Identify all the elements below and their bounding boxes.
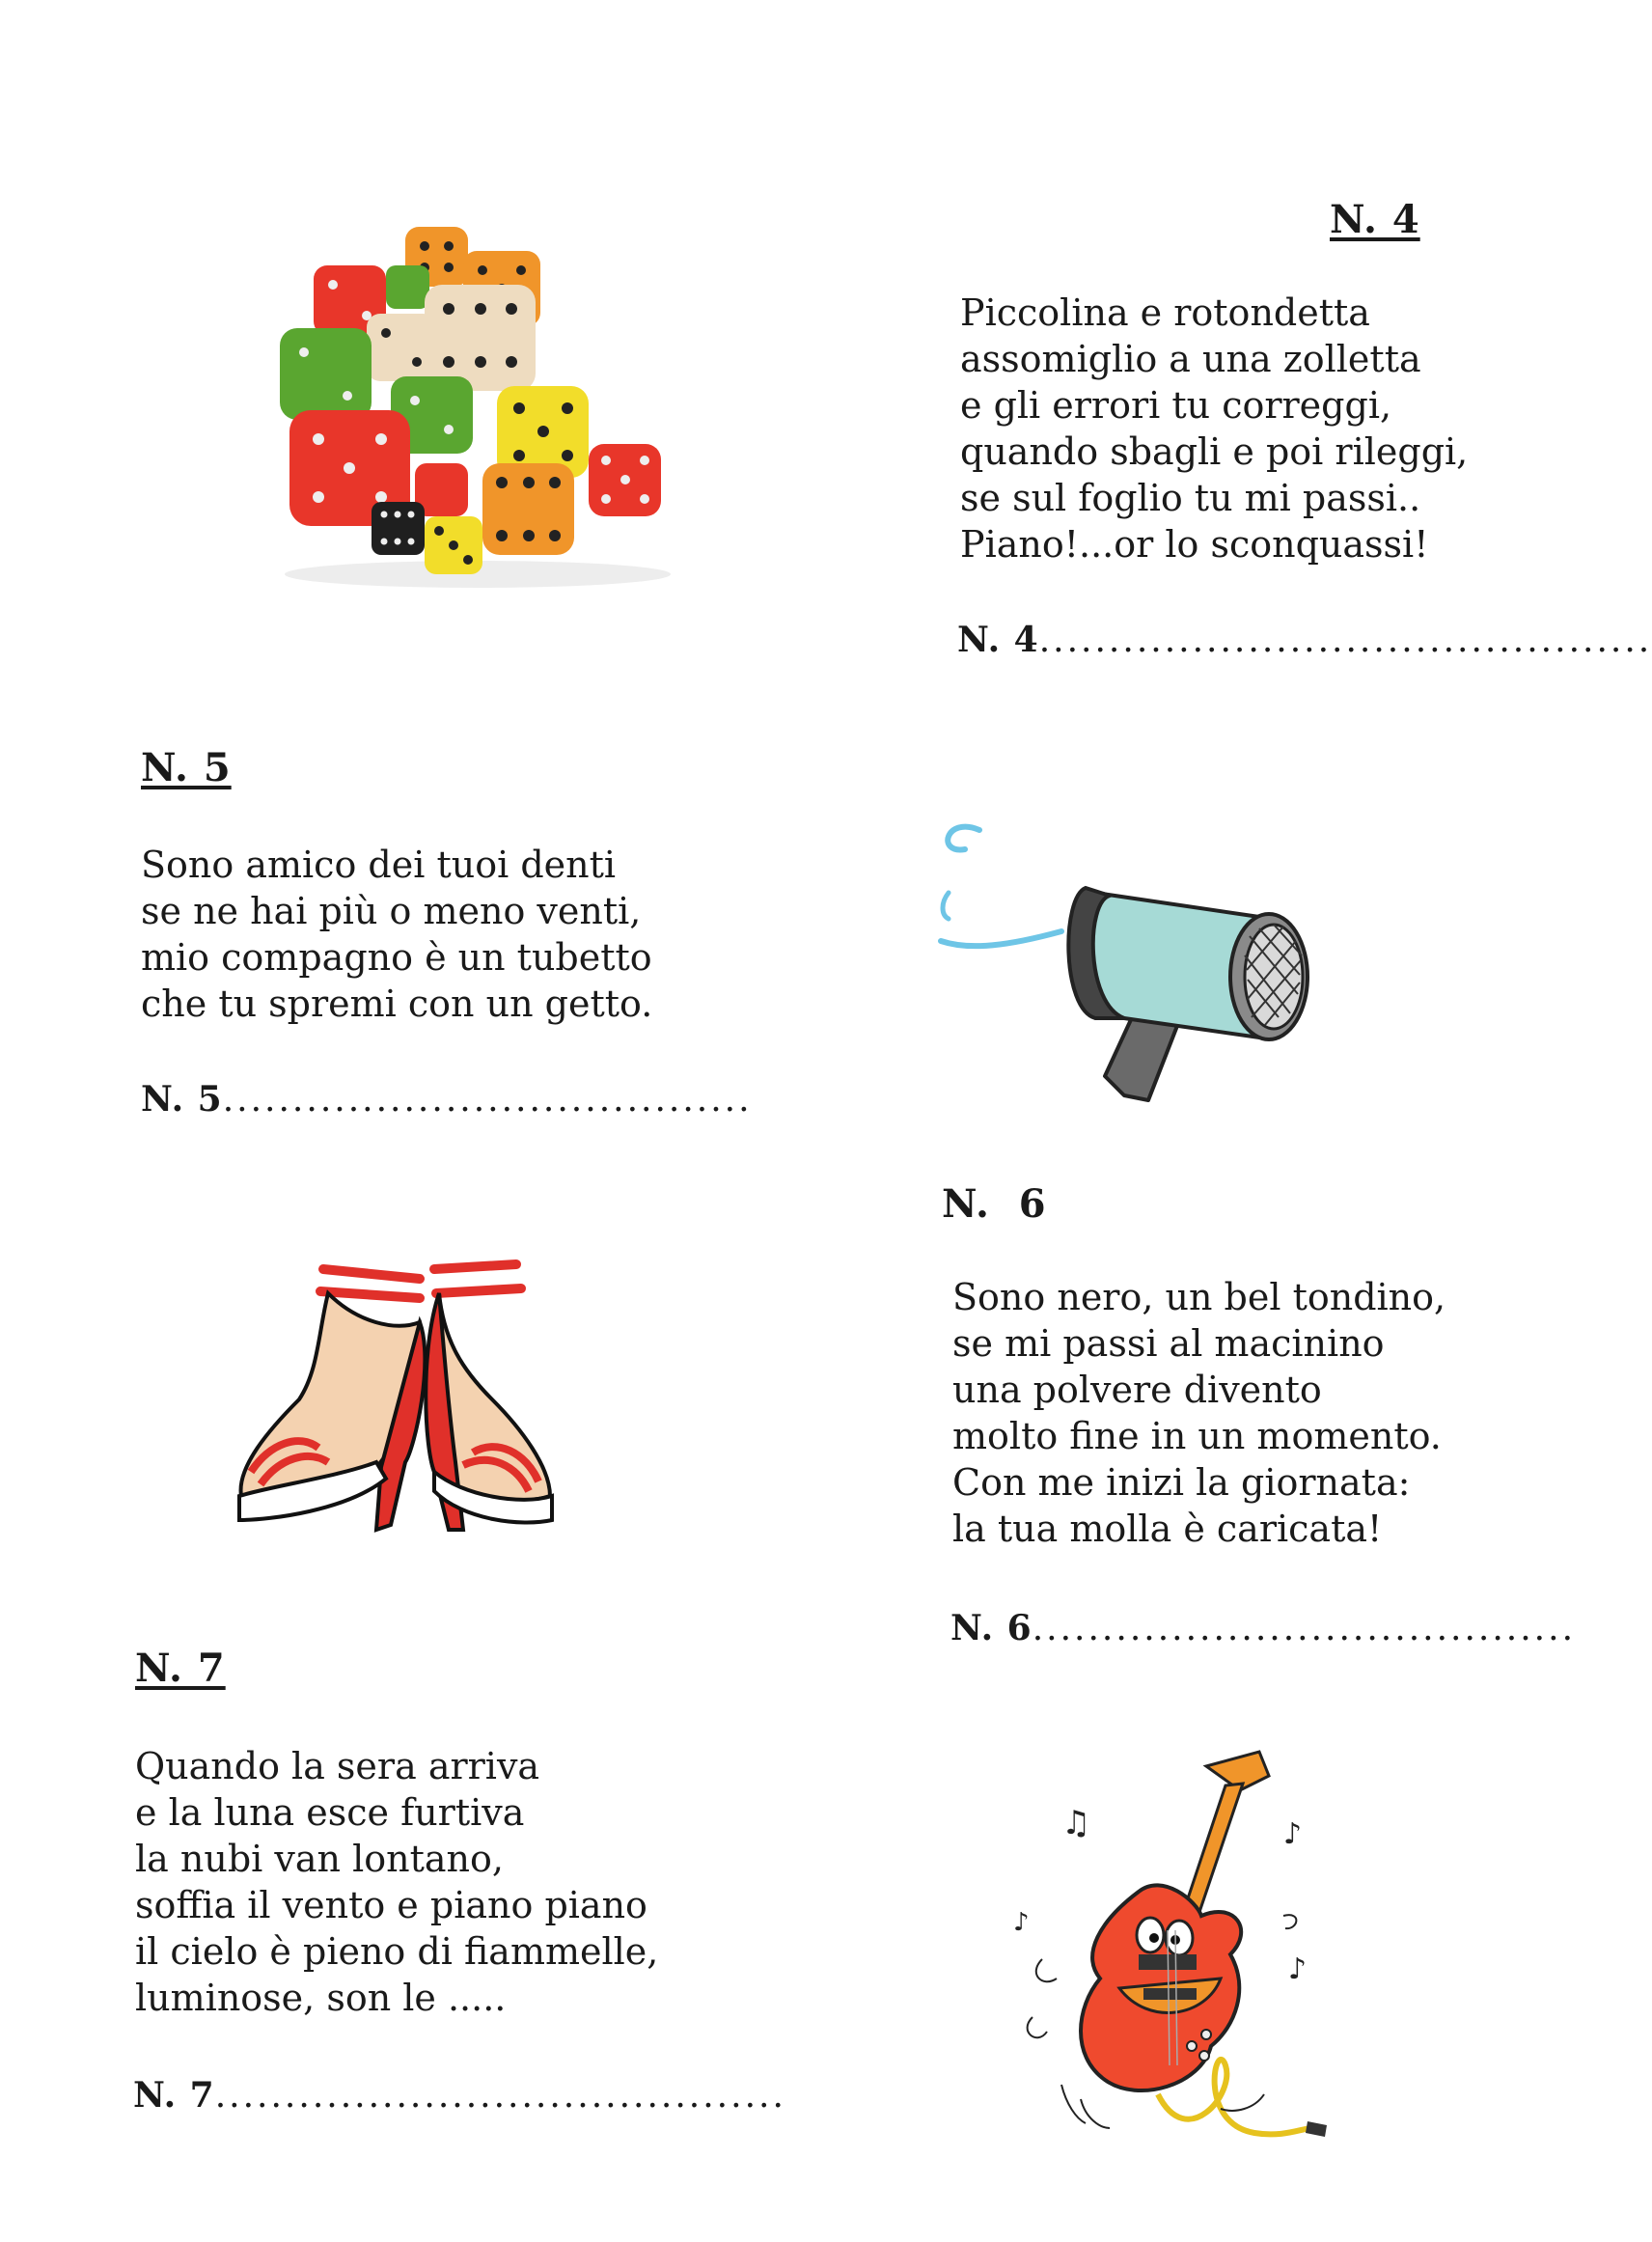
- riddle-line: luminose, son le .....: [135, 1977, 507, 2019]
- riddle-line: e la luna esce furtiva: [135, 1791, 525, 1834]
- riddle-4-heading: N. 4: [1330, 197, 1420, 242]
- riddle-line: Quando la sera arriva: [135, 1745, 540, 1787]
- answer-label: N. 4: [957, 620, 1039, 660]
- riddle-line: assomiglio a una zolletta: [960, 338, 1421, 380]
- riddle-line: soffia il vento e piano piano: [135, 1884, 647, 1926]
- cartoon-guitar-illustration: [1004, 1747, 1351, 2172]
- riddle-5-text: [141, 842, 652, 1027]
- riddle-line: Piano!...or lo sconquassi!: [960, 523, 1429, 566]
- riddle-line: la tua molla è caricata!: [952, 1508, 1383, 1550]
- riddle-line: la nubi van lontano,: [135, 1838, 504, 1880]
- hair-dryer-illustration: [941, 811, 1346, 1110]
- high-heel-shoes-illustration: [232, 1255, 560, 1554]
- answer-blank[interactable]: ......................................: [222, 1080, 753, 1120]
- riddle-7-answer-line[interactable]: [133, 2075, 786, 2116]
- riddle-line: Sono nero, un bel tondino,: [952, 1276, 1446, 1318]
- riddle-line: Con me inizi la giornata:: [952, 1461, 1411, 1504]
- riddle-line: mio compagno è un tubetto: [141, 936, 652, 979]
- riddle-line: se ne hai più o meno venti,: [141, 890, 642, 932]
- riddle-line: se sul foglio tu mi passi..: [960, 477, 1421, 519]
- riddle-line: una polvere divento: [952, 1369, 1322, 1411]
- answer-label: N. 7: [133, 2075, 215, 2116]
- riddle-line: Sono amico dei tuoi denti: [141, 844, 617, 886]
- riddle-line: se mi passi al macinino: [952, 1322, 1385, 1365]
- answer-label: N. 6: [950, 1608, 1032, 1648]
- riddle-7-heading: N. 7: [135, 1646, 226, 1691]
- riddle-line: e gli errori tu correggi,: [960, 384, 1392, 427]
- riddle-line: molto fine in un momento.: [952, 1415, 1442, 1457]
- answer-label: N. 5: [141, 1079, 223, 1120]
- riddle-line: Piccolina e rotondetta: [960, 291, 1370, 334]
- riddle-4-answer-line[interactable]: [957, 620, 1652, 660]
- answer-blank[interactable]: .......................................: [1032, 1609, 1577, 1648]
- riddle-6-answer-line[interactable]: [950, 1608, 1576, 1648]
- riddle-line: quando sbagli e poi rileggi,: [960, 430, 1469, 473]
- svg-text:♫: ♫: [1061, 1804, 1091, 1842]
- svg-text:♪: ♪: [1283, 1817, 1303, 1851]
- riddle-5-answer-line[interactable]: [141, 1079, 753, 1120]
- svg-text:♪: ♪: [1288, 1952, 1308, 1986]
- riddle-line: il cielo è pieno di fiammelle,: [135, 1930, 659, 1973]
- riddle-6-text: [952, 1274, 1446, 1552]
- answer-blank[interactable]: .........................................: [214, 2076, 786, 2116]
- dice-pile-illustration: [261, 208, 695, 594]
- answer-blank[interactable]: ............................................: [1038, 621, 1652, 660]
- riddle-line: che tu spremi con un getto.: [141, 983, 653, 1025]
- svg-text:♪: ♪: [1013, 1908, 1030, 1937]
- riddle-6-heading: N. 6: [942, 1181, 1047, 1227]
- riddle-4-text: [960, 290, 1468, 567]
- riddle-7-text: [135, 1743, 658, 2021]
- riddle-5-heading: N. 5: [141, 745, 232, 790]
